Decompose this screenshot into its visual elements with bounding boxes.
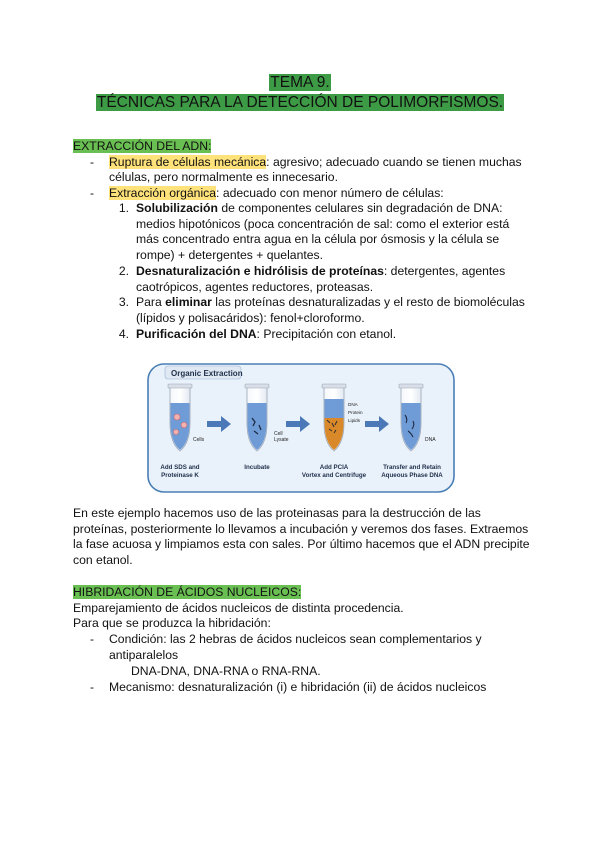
step-1-line3: más concentrado entra agua en la célula por ósmosis y la célula se bbox=[136, 232, 500, 246]
bullet-ruptura-line2: células, pero normalmente es innecesario. bbox=[109, 170, 338, 184]
bullet-dash: - bbox=[90, 186, 95, 200]
step-number: 2. bbox=[118, 264, 129, 278]
paragraph-line: proteínas, posteriormente lo llevamos a incubación y veremos dos fases. Extraemos bbox=[73, 522, 529, 536]
step-1-line1: Solubilización de componentes celulares sin degradación de DNA: bbox=[136, 201, 503, 215]
step-3-line1: Para eliminar las proteínas desnaturalizadas y el resto de biomoléculas bbox=[136, 295, 525, 309]
condicion-line2: antiparalelos bbox=[109, 648, 179, 662]
caption-step-2-line1: Incubate bbox=[244, 464, 270, 471]
paragraph-line: con etanol. bbox=[73, 553, 133, 567]
label-protein: Protein bbox=[348, 410, 363, 415]
paragraph-line: la fase acuosa y limpiamos esta con sales. Por último hacemos que el ADN precipite bbox=[73, 537, 530, 551]
caption-step-4-line1: Transfer and Retain bbox=[383, 464, 441, 471]
bullet-extraccion-organica: Extracción orgánica: adecuado con menor número de células: bbox=[109, 186, 444, 200]
paragraph-line: En este ejemplo hacemos uso de las proteinasas para la destrucción de las bbox=[73, 506, 481, 520]
label-cells: Cells bbox=[193, 437, 205, 443]
step-4-line1: Purificación del DNA: Precipitación con etanol. bbox=[136, 327, 397, 341]
section-heading-extraccion: EXTRACCIÓN DEL ADN: bbox=[73, 139, 212, 153]
label-cell-lysate-1: Cell bbox=[274, 431, 283, 437]
step-number: 4. bbox=[118, 327, 129, 341]
mecanismo-line1: Mecanismo: desnaturalización (i) e hibridación (ii) de ácidos nucleicos bbox=[109, 680, 487, 694]
step-number: 1. bbox=[118, 201, 129, 215]
step-1-line2: medios hipotónicos (poca concentración de sal: como el exterior está bbox=[136, 217, 510, 231]
caption-step-3-line2: Vortex and Centrifuge bbox=[301, 472, 367, 479]
caption-step-4-line2: Aqueous Phase DNA bbox=[381, 472, 443, 479]
bullet-dash: - bbox=[90, 680, 95, 694]
caption-step-1-line2: Proteinase K bbox=[161, 472, 199, 479]
figure-title: Organic Extraction bbox=[171, 369, 243, 378]
bullet-dash: - bbox=[90, 155, 95, 169]
step-2-line1: Desnaturalización e hidrólisis de proteínas: detergentes, agentes bbox=[136, 264, 506, 278]
organic-extraction-figure bbox=[147, 363, 455, 493]
label-lipids: Lipids bbox=[348, 418, 361, 423]
term-extraccion-organica: Extracción orgánica bbox=[109, 186, 217, 200]
condicion-line3: DNA-DNA, DNA-RNA o RNA-RNA. bbox=[131, 664, 321, 678]
condicion-line1: Condición: las 2 hebras de ácidos nucleicos sean complementarios y bbox=[109, 632, 482, 646]
step-2-line2: caotrópicos, agentes reductores, proteasas. bbox=[136, 280, 374, 294]
caption-step-3-line1: Add PCIA bbox=[319, 464, 349, 471]
doc-title-line2: TÉCNICAS PARA LA DETECCIÓN DE POLIMORFISMOS. bbox=[96, 94, 504, 111]
doc-title-line1: TEMA 9. bbox=[270, 74, 330, 91]
hibridacion-line1: Emparejamiento de ácidos nucleicos de distinta procedencia. bbox=[73, 601, 404, 615]
bullet-dash: - bbox=[90, 632, 95, 646]
section-heading-hibridacion: HIBRIDACIÓN DE ÁCIDOS NUCLEICOS: bbox=[73, 585, 302, 599]
caption-step-1-line1: Add SDS and bbox=[160, 464, 200, 471]
label-cell-lysate-2: Lysate bbox=[274, 437, 289, 443]
step-3-line2: (lípidos y polisacáridos): fenol+cloroformo. bbox=[136, 311, 365, 325]
organic-extraction-diagram bbox=[147, 363, 455, 493]
label-dna-top: DNA bbox=[348, 402, 358, 407]
term-ruptura: Ruptura de células mecánica bbox=[109, 155, 267, 169]
step-1-line4: rompe) + detergentes + quelantes. bbox=[136, 248, 323, 262]
label-dna-right: DNA bbox=[425, 437, 436, 443]
hibridacion-line2: Para que se produzca la hibridación: bbox=[73, 616, 271, 630]
step-number: 3. bbox=[118, 295, 129, 309]
bullet-ruptura-line1: Ruptura de células mecánica: agresivo; adecuado cuando se tienen muchas bbox=[109, 155, 522, 169]
